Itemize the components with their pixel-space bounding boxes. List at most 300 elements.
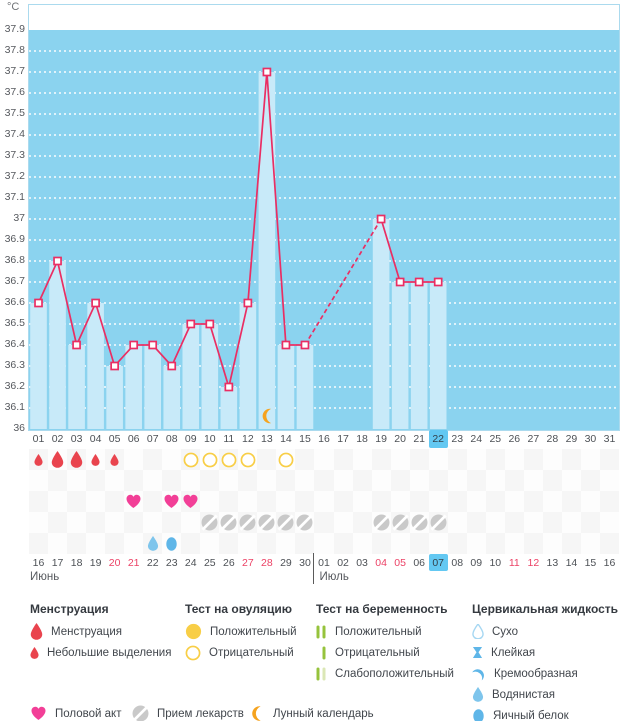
crescent-drop-icon: [472, 667, 486, 681]
medication-pill-icon: [373, 514, 390, 531]
event-cell[interactable]: [86, 449, 105, 470]
event-cell[interactable]: [124, 491, 143, 512]
calendar-date-cell[interactable]: 20: [108, 556, 121, 569]
event-cell[interactable]: [353, 491, 372, 512]
event-cell[interactable]: [524, 533, 543, 554]
medication-pill-icon: [258, 514, 275, 531]
month-label-1: Июль: [319, 571, 349, 583]
event-cell[interactable]: [372, 470, 391, 491]
cycle-day-cell[interactable]: 03: [70, 433, 83, 445]
y-axis-tick-label: 36.6: [4, 296, 25, 308]
event-cell[interactable]: [86, 491, 105, 512]
event-row-1: [29, 470, 619, 491]
calendar-date-cell-today[interactable]: 07: [429, 554, 448, 571]
event-cell[interactable]: [181, 470, 200, 491]
event-cell[interactable]: [562, 449, 581, 470]
cycle-day-cell[interactable]: 05: [108, 433, 121, 445]
calendar-date-cell[interactable]: 08: [451, 556, 464, 569]
cycle-day-cell[interactable]: 14: [280, 433, 292, 445]
event-cell[interactable]: [143, 512, 162, 533]
bars-weak-icon: [316, 667, 327, 681]
event-cell[interactable]: [543, 449, 562, 470]
event-cell[interactable]: [105, 470, 124, 491]
event-cell[interactable]: [162, 470, 181, 491]
y-axis-tick-label: 37.5: [4, 107, 25, 119]
event-cell[interactable]: [372, 512, 391, 533]
calendar-date-cell[interactable]: 04: [375, 556, 387, 569]
event-cell[interactable]: [86, 533, 105, 554]
heart-icon: [30, 706, 47, 721]
event-cell[interactable]: [219, 491, 238, 512]
ellipse-filled-icon: [472, 708, 485, 721]
event-cell[interactable]: [162, 491, 181, 512]
cycle-day-cell[interactable]: 01: [32, 433, 45, 445]
event-cell[interactable]: [200, 470, 219, 491]
event-cell[interactable]: [429, 512, 448, 533]
cycle-day-cell[interactable]: 07: [146, 433, 159, 445]
event-cell[interactable]: [314, 512, 333, 533]
event-cell[interactable]: [257, 491, 276, 512]
event-cell[interactable]: [353, 470, 372, 491]
event-cell[interactable]: [257, 470, 276, 491]
event-cell[interactable]: [429, 533, 448, 554]
event-cell[interactable]: [86, 470, 105, 491]
event-cell[interactable]: [48, 512, 67, 533]
legend-item: Сухо: [472, 623, 518, 640]
event-cell[interactable]: [238, 533, 257, 554]
medication-pill-icon: [296, 514, 313, 531]
event-cell[interactable]: [486, 491, 505, 512]
event-row-4: [29, 533, 619, 554]
event-cell[interactable]: [48, 533, 67, 554]
legend-item: Кремообразная: [472, 665, 578, 682]
calendar-date-row: [29, 554, 619, 571]
calendar-date-cell[interactable]: 12: [527, 556, 540, 569]
cycle-day-cell[interactable]: 29: [565, 433, 578, 445]
y-axis-tick-label: 36.8: [4, 254, 25, 266]
cycle-day-cell[interactable]: 11: [223, 433, 235, 445]
cycle-day-cell[interactable]: 10: [203, 433, 216, 445]
event-cell[interactable]: [314, 491, 333, 512]
event-cell[interactable]: [162, 512, 181, 533]
event-cell[interactable]: [238, 470, 257, 491]
cycle-day-cell[interactable]: 18: [356, 433, 368, 445]
event-cell[interactable]: [29, 512, 48, 533]
event-cell[interactable]: [29, 533, 48, 554]
event-cell[interactable]: [524, 491, 543, 512]
event-cell[interactable]: [314, 449, 333, 470]
calendar-date-cell[interactable]: 16: [32, 556, 45, 569]
event-cell[interactable]: [124, 512, 143, 533]
calendar-date-cell[interactable]: 03: [356, 556, 368, 569]
calendar-date-cell[interactable]: 01: [318, 556, 330, 569]
event-cell[interactable]: [543, 533, 562, 554]
event-cell[interactable]: [524, 512, 543, 533]
calendar-date-cell[interactable]: 16: [603, 556, 616, 569]
event-cell[interactable]: [314, 470, 333, 491]
event-cell[interactable]: [67, 512, 86, 533]
event-cell[interactable]: [448, 533, 467, 554]
event-cell[interactable]: [410, 533, 429, 554]
event-cell[interactable]: [105, 449, 124, 470]
legend-item: Клейкая: [472, 644, 535, 661]
event-cell[interactable]: [600, 449, 619, 470]
event-cell[interactable]: [181, 512, 200, 533]
event-cell[interactable]: [334, 512, 353, 533]
legend-column-title: Менструация: [30, 602, 109, 616]
y-axis-tick-label: 36.1: [4, 401, 25, 413]
event-cell[interactable]: [410, 449, 429, 470]
ovulation-test-negative-icon: [240, 452, 256, 468]
cycle-day-cell[interactable]: 13: [261, 433, 273, 445]
event-cell[interactable]: [334, 533, 353, 554]
event-cell[interactable]: [48, 449, 67, 470]
event-cell[interactable]: [391, 449, 410, 470]
cycle-day-cell[interactable]: 20: [394, 433, 406, 445]
event-cell[interactable]: [314, 533, 333, 554]
event-cell[interactable]: [448, 449, 467, 470]
legend-item: Водянистая: [472, 686, 555, 703]
event-cell[interactable]: [105, 533, 124, 554]
intercourse-heart-icon: [125, 494, 142, 509]
event-cell[interactable]: [67, 449, 86, 470]
cycle-day-cell[interactable]: 08: [165, 433, 178, 445]
calendar-date-cell[interactable]: 26: [222, 556, 235, 569]
cycle-day-cell[interactable]: 15: [299, 433, 311, 445]
event-cell[interactable]: [238, 449, 257, 470]
cycle-day-cell[interactable]: 31: [603, 433, 616, 445]
event-cell[interactable]: [505, 470, 524, 491]
medication-pill-icon: [392, 514, 409, 531]
drop-outline-icon: [472, 624, 484, 639]
legend-footer-item: Половой акт: [30, 705, 121, 721]
cycle-day-cell[interactable]: 28: [546, 433, 559, 445]
calendar-date-cell[interactable]: 15: [584, 556, 597, 569]
event-cell[interactable]: [581, 470, 600, 491]
event-cell[interactable]: [200, 449, 219, 470]
menses-drop-icon: [51, 451, 64, 468]
circle-outline-icon: [185, 645, 201, 661]
event-cell[interactable]: [105, 491, 124, 512]
event-cell[interactable]: [467, 533, 486, 554]
calendar-date-cell[interactable]: 10: [489, 556, 502, 569]
event-cell[interactable]: [391, 512, 410, 533]
cycle-day-cell[interactable]: 12: [242, 433, 254, 445]
event-cell[interactable]: [143, 533, 162, 554]
legend-footer-item: Лунный календарь: [249, 705, 374, 721]
event-cell[interactable]: [124, 449, 143, 470]
event-cell[interactable]: [467, 491, 486, 512]
y-axis-tick-label: 37.7: [4, 65, 25, 77]
event-cell[interactable]: [334, 449, 353, 470]
legend-column-title: Тест на овуляцию: [185, 602, 292, 616]
month-label-0: Июнь: [30, 571, 60, 583]
legend-footer-item: Прием лекарств: [132, 705, 244, 721]
event-cell[interactable]: [143, 449, 162, 470]
event-cell[interactable]: [410, 491, 429, 512]
event-cell[interactable]: [143, 470, 162, 491]
event-cell[interactable]: [200, 491, 219, 512]
event-cell[interactable]: [276, 470, 295, 491]
cycle-day-cell[interactable]: 24: [470, 433, 483, 445]
legend-item: Положительный: [185, 623, 297, 640]
event-cell[interactable]: [467, 449, 486, 470]
cervical-watery-icon: [147, 536, 159, 551]
event-cell[interactable]: [295, 533, 314, 554]
event-cell[interactable]: [524, 470, 543, 491]
event-cell[interactable]: [181, 533, 200, 554]
event-cell[interactable]: [334, 470, 353, 491]
event-cell[interactable]: [238, 512, 257, 533]
calendar-date-cell[interactable]: 19: [89, 556, 102, 569]
intercourse-heart-icon: [163, 494, 180, 509]
hourglass-icon: [472, 646, 483, 659]
calendar-date-cell[interactable]: 25: [203, 556, 216, 569]
ovulation-test-negative-icon: [221, 452, 237, 468]
event-cell[interactable]: [276, 491, 295, 512]
event-cell[interactable]: [124, 470, 143, 491]
event-cell[interactable]: [410, 470, 429, 491]
event-cell[interactable]: [505, 512, 524, 533]
event-cell[interactable]: [29, 470, 48, 491]
event-cell[interactable]: [353, 449, 372, 470]
event-cell[interactable]: [429, 449, 448, 470]
y-axis-tick-label: 36.5: [4, 317, 25, 329]
event-cell[interactable]: [448, 512, 467, 533]
drop-big-icon: [30, 623, 43, 640]
event-cell[interactable]: [48, 470, 67, 491]
y-axis-tick-label: 36.4: [4, 338, 25, 350]
event-cell[interactable]: [562, 512, 581, 533]
event-cell[interactable]: [486, 533, 505, 554]
legend-item: Отрицательный: [316, 644, 420, 661]
event-cell[interactable]: [181, 491, 200, 512]
event-cell[interactable]: [524, 449, 543, 470]
event-cell[interactable]: [67, 533, 86, 554]
event-cell[interactable]: [486, 512, 505, 533]
medication-pill-icon: [430, 514, 447, 531]
medication-pill-icon: [201, 514, 218, 531]
calendar-date-cell[interactable]: 28: [261, 556, 273, 569]
event-cell[interactable]: [543, 512, 562, 533]
ovulation-test-negative-icon: [183, 452, 199, 468]
calendar-date-cell[interactable]: 21: [127, 556, 140, 569]
cervical-eggwhite-icon: [165, 536, 178, 552]
cycle-day-cell[interactable]: 21: [413, 433, 425, 445]
legend-item: Менструация: [30, 623, 122, 640]
ovulation-test-negative-icon: [278, 452, 294, 468]
cycle-day-cell-current[interactable]: 22: [429, 430, 448, 448]
cycle-day-cell[interactable]: 02: [51, 433, 64, 445]
event-cell[interactable]: [600, 491, 619, 512]
event-cell[interactable]: [467, 470, 486, 491]
spotting-drop-icon: [91, 454, 100, 466]
cycle-day-cell[interactable]: 19: [375, 433, 387, 445]
event-cell[interactable]: [219, 512, 238, 533]
event-cell[interactable]: [86, 512, 105, 533]
y-axis-tick-label: 36.7: [4, 275, 25, 287]
medication-pill-icon: [411, 514, 428, 531]
calendar-date-cell[interactable]: 06: [413, 556, 425, 569]
y-axis-tick-label: 37: [13, 212, 25, 224]
medication-pill-icon: [239, 514, 256, 531]
event-cell[interactable]: [295, 512, 314, 533]
cycle-day-cell[interactable]: 25: [489, 433, 502, 445]
event-cell[interactable]: [181, 449, 200, 470]
cycle-day-cell[interactable]: 16: [318, 433, 330, 445]
event-cell[interactable]: [295, 449, 314, 470]
y-axis-tick-label: 37.8: [4, 44, 25, 56]
event-cell[interactable]: [124, 533, 143, 554]
event-cell[interactable]: [276, 533, 295, 554]
event-cell[interactable]: [295, 470, 314, 491]
calendar-date-cell[interactable]: 22: [146, 556, 159, 569]
event-cell[interactable]: [162, 533, 181, 554]
event-cell[interactable]: [505, 491, 524, 512]
cycle-day-cell[interactable]: 09: [184, 433, 197, 445]
y-axis-tick-label: 37.6: [4, 86, 25, 98]
event-cell[interactable]: [276, 449, 295, 470]
event-cell[interactable]: [372, 491, 391, 512]
event-cell[interactable]: [562, 470, 581, 491]
event-cell[interactable]: [143, 491, 162, 512]
cycle-day-cell[interactable]: 06: [127, 433, 140, 445]
legend-column-title: Тест на беременность: [316, 602, 448, 616]
legend-item: Небольшие выделения: [30, 644, 171, 661]
y-axis-tick-label: 37.9: [4, 23, 25, 35]
event-cell[interactable]: [448, 470, 467, 491]
event-cell[interactable]: [257, 512, 276, 533]
event-cell[interactable]: [581, 449, 600, 470]
legend-item: Слабоположительный: [316, 665, 454, 682]
event-cell[interactable]: [543, 491, 562, 512]
event-cell[interactable]: [162, 449, 181, 470]
event-cell[interactable]: [486, 449, 505, 470]
calendar-date-cell[interactable]: 05: [394, 556, 406, 569]
event-cell[interactable]: [505, 449, 524, 470]
event-cell[interactable]: [581, 533, 600, 554]
calendar-date-cell[interactable]: 30: [299, 556, 311, 569]
y-axis-tick-label: 37.2: [4, 170, 25, 182]
calendar-date-cell[interactable]: 11: [508, 556, 520, 569]
event-cell[interactable]: [29, 449, 48, 470]
calendar-date-cell[interactable]: 23: [165, 556, 178, 569]
bbt-plot[interactable]: [28, 4, 620, 431]
event-cell[interactable]: [448, 491, 467, 512]
event-cell[interactable]: [353, 512, 372, 533]
calendar-date-cell[interactable]: 29: [280, 556, 292, 569]
event-cell[interactable]: [391, 470, 410, 491]
event-cell[interactable]: [600, 533, 619, 554]
event-cell[interactable]: [581, 491, 600, 512]
pill-icon: [132, 705, 149, 721]
event-cell[interactable]: [391, 533, 410, 554]
cycle-day-cell[interactable]: 30: [584, 433, 597, 445]
temperature-unit-label: °C: [7, 1, 20, 13]
event-row-3: [29, 512, 619, 533]
event-cell[interactable]: [543, 470, 562, 491]
event-cell[interactable]: [410, 512, 429, 533]
legend-column-title: Цервикальная жидкость: [472, 602, 619, 616]
cycle-day-row: [29, 430, 619, 448]
event-cell[interactable]: [219, 533, 238, 554]
event-cell[interactable]: [353, 533, 372, 554]
y-axis-tick-label: 37.1: [4, 191, 25, 203]
event-row-2: [29, 491, 619, 512]
event-cell[interactable]: [67, 491, 86, 512]
y-axis-tick-label: 36.9: [4, 233, 25, 245]
cycle-day-cell[interactable]: 17: [337, 433, 349, 445]
event-cell[interactable]: [429, 491, 448, 512]
calendar-date-cell[interactable]: 27: [242, 556, 254, 569]
legend-item: Положительный: [316, 623, 422, 640]
event-cell[interactable]: [429, 470, 448, 491]
event-cell[interactable]: [486, 470, 505, 491]
moon-icon: [249, 705, 265, 721]
event-cell[interactable]: [257, 449, 276, 470]
calendar-date-cell[interactable]: 14: [565, 556, 578, 569]
event-cell[interactable]: [238, 491, 257, 512]
event-cell[interactable]: [372, 449, 391, 470]
event-cell[interactable]: [219, 470, 238, 491]
legend-item: Отрицательный: [185, 644, 294, 661]
event-cell[interactable]: [48, 491, 67, 512]
calendar-date-cell[interactable]: 17: [51, 556, 64, 569]
spotting-drop-icon: [34, 454, 43, 466]
spotting-drop-icon: [110, 454, 119, 466]
event-cell[interactable]: [200, 533, 219, 554]
event-cell[interactable]: [562, 533, 581, 554]
event-cell[interactable]: [200, 512, 219, 533]
legend-item: Яичный белок: [472, 707, 569, 721]
ovulation-test-negative-icon: [202, 452, 218, 468]
y-axis-tick-label: 37.4: [4, 128, 25, 140]
event-cell[interactable]: [600, 470, 619, 491]
cycle-day-cell[interactable]: 23: [451, 433, 464, 445]
event-cell[interactable]: [105, 512, 124, 533]
event-cell[interactable]: [219, 449, 238, 470]
calendar-date-cell[interactable]: 02: [337, 556, 349, 569]
bars-two-icon: [316, 625, 327, 639]
cycle-day-cell[interactable]: 04: [89, 433, 102, 445]
event-cell[interactable]: [372, 533, 391, 554]
event-cell[interactable]: [276, 512, 295, 533]
event-cell[interactable]: [581, 512, 600, 533]
y-axis-tick-label: 37.3: [4, 149, 25, 161]
month-separator: [313, 553, 314, 584]
event-cell[interactable]: [67, 470, 86, 491]
event-cell[interactable]: [505, 533, 524, 554]
y-axis-tick-label: 36.2: [4, 380, 25, 392]
event-cell[interactable]: [600, 512, 619, 533]
calendar-date-cell[interactable]: 18: [70, 556, 83, 569]
cycle-day-cell[interactable]: 26: [508, 433, 521, 445]
event-cell[interactable]: [295, 491, 314, 512]
calendar-date-cell[interactable]: 13: [546, 556, 559, 569]
calendar-date-cell[interactable]: 09: [470, 556, 483, 569]
cycle-day-cell[interactable]: 27: [527, 433, 540, 445]
calendar-date-cell[interactable]: 24: [184, 556, 197, 569]
event-cell[interactable]: [334, 491, 353, 512]
event-cell[interactable]: [29, 491, 48, 512]
event-cell[interactable]: [257, 533, 276, 554]
drop-filled-icon: [472, 687, 484, 702]
event-cell[interactable]: [391, 491, 410, 512]
circle-filled-icon: [185, 623, 202, 640]
event-cell[interactable]: [467, 512, 486, 533]
event-cell[interactable]: [562, 491, 581, 512]
medication-pill-icon: [220, 514, 237, 531]
